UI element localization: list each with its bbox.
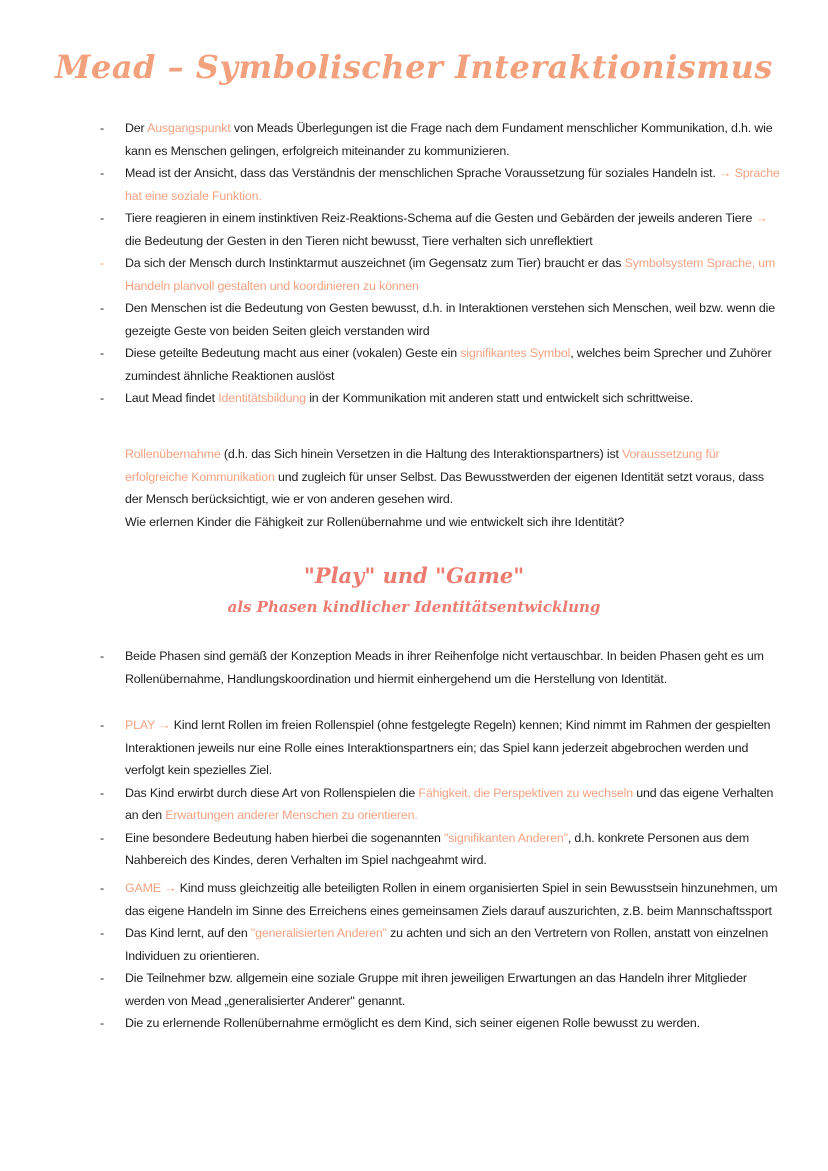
list-item: - Beide Phasen sind gemäß der Konzeption Meads in ihrer Reihenfolge nicht vertauschbar. In beiden Phasen geht es um Rollenübernahme, Handlungskoordination und hiermit einhergehend um die Herstellung von Identität. xyxy=(100,645,780,690)
highlight-text: Fähigkeit, die Perspektiven zu wechseln xyxy=(418,785,633,800)
phases-intro-list xyxy=(100,645,780,690)
arrow-right-icon: → xyxy=(158,718,171,732)
bullet-dash: - xyxy=(100,346,104,360)
highlight-text: PLAY xyxy=(125,718,155,732)
bullet-dash: - xyxy=(100,649,104,663)
intro-bullet-list xyxy=(100,117,780,410)
list-item: - Diese geteilte Bedeutung macht aus einer (vokalen) Geste ein signifikantes Symbol, welches beim Sprecher und Zuhörer zumindest ähnliche Reaktionen auslöst xyxy=(100,342,780,387)
bullet-dash: - xyxy=(100,881,104,895)
question-text: Wie erlernen Kinder die Fähigkeit zur Rollenübernahme und wie entwickelt sich ihre Identität? xyxy=(125,514,625,529)
list-item: - Das Kind erwirbt durch diese Art von Rollenspielen die Fähigkeit, die Perspektiven zu wechseln und das eigene Verhalten an den Erwartungen anderer Menschen zu orientieren. xyxy=(100,782,780,827)
highlight-text: Voraussetzung für erfolgreiche Kommunikation xyxy=(125,447,720,484)
bullet-dash: - xyxy=(100,121,104,135)
bullet-dash: - xyxy=(100,166,104,180)
highlight-text: "signifikanten Anderen" xyxy=(444,830,568,845)
list-item: - Eine besondere Bedeutung haben hierbei die sogenannten "signifikanten Anderen", d.h. konkrete Personen aus dem Nahbereich des Kindes, deren Verhalten im Spiel nachgeahmt wird. xyxy=(100,827,780,872)
section-title: "Play" und "Game" xyxy=(303,563,525,588)
list-item: - Das Kind lernt, auf den "generalisierten Anderen" zu achten und sich an den Vertretern von Rollen, anstatt von einzelnen Individuen zu orientieren. xyxy=(100,922,780,967)
list-item: - Die zu erlernende Rollenübernahme ermöglicht es dem Kind, sich seiner eigenen Rolle bewusst zu werden. xyxy=(100,1012,780,1035)
bullet-dash: - xyxy=(100,830,104,845)
bullet-dash: - xyxy=(100,391,104,405)
page-title: Mead – Symbolischer Interaktionismus xyxy=(55,48,773,86)
role-taking-paragraph xyxy=(100,443,780,533)
game-bullet-list xyxy=(100,877,780,1035)
highlight-text: Rollenübernahme xyxy=(125,447,221,461)
paragraph-text: Rollenübernahme (d.h. das Sich hinein Versetzen in die Haltung des Interaktionspartners) ist Voraussetzung für erfolgreiche Kommunikation und zugleich für unser Selbst. Das Bewusstwerden der eigenen Identität setzt voraus, dass der Mensch berücksichtigt, wie er von anderen gesehen wird. xyxy=(125,447,764,506)
list-item: - Der Ausgangspunkt von Meads Überlegungen ist die Frage nach dem Fundament menschlicher Kommunikation, d.h. wie kann es Menschen gelingen, erfolgreich miteinander zu kommunizieren. xyxy=(100,117,780,162)
play-bullet-list xyxy=(100,714,780,872)
list-item: - Mead ist der Ansicht, dass das Verständnis der menschlichen Sprache Voraussetzung für soziales Handeln ist. → Sprache hat eine soziale Funktion. xyxy=(100,162,780,207)
highlight-text: Symbolsystem Sprache, um Handeln planvoll gestalten und koordinieren zu können xyxy=(125,256,776,293)
bullet-dash: - xyxy=(100,926,104,940)
list-item: - Tiere reagieren in einem instinktiven Reiz-Reaktions-Schema auf die Gesten und Gebärden der jeweils anderen Tiere → die Bedeutung der Gesten in den Tieren nicht bewusst, Tiere verhalten sich unreflektiert xyxy=(100,207,780,252)
section-subtitle: als Phasen kindlicher Identitätsentwicklung xyxy=(227,598,601,616)
arrow-right-icon: → xyxy=(164,881,177,895)
list-item: - Da sich der Mensch durch Instinktarmut auszeichnet (im Gegensatz zum Tier) braucht er das Symbolsystem Sprache, um Handeln planvoll gestalten und koordinieren zu können xyxy=(100,252,780,297)
arrow-right-icon: → xyxy=(755,211,768,225)
list-item: - Laut Mead findet Identitätsbildung in der Kommunikation mit anderen statt und entwickelt sich schrittweise. xyxy=(100,387,780,410)
bullet-dash: - xyxy=(100,1016,104,1030)
highlight-text: Ausgangspunkt xyxy=(147,121,231,135)
list-item: - PLAY → Kind lernt Rollen im freien Rollenspiel (ohne festgelegte Regeln) kennen; Kind nimmt im Rahmen der gespielten Interaktionen jeweils nur eine Rolle eines Interaktionspartners ein; das Spiel kann jederzeit abgebrochen werden und verfolgt kein spezielles Ziel. xyxy=(100,714,780,782)
highlight-text: Erwartungen anderer Menschen zu orientieren. xyxy=(165,808,418,822)
highlight-text: Sprache hat eine soziale Funktion. xyxy=(125,166,780,203)
bullet-dash: - xyxy=(100,301,104,315)
list-item: - Die Teilnehmer bzw. allgemein eine soziale Gruppe mit ihren jeweiligen Erwartungen an das Handeln ihrer Mitglieder werden von Mead „generalisierter Anderer" genannt. xyxy=(100,967,780,1012)
bullet-dash: - xyxy=(100,256,104,270)
highlight-text: "generalisierten Anderen" xyxy=(250,926,387,940)
bullet-dash: - xyxy=(100,971,104,985)
arrow-right-icon: → xyxy=(719,166,732,180)
highlight-text: GAME xyxy=(125,881,161,895)
bullet-dash: - xyxy=(100,211,104,225)
bullet-dash: - xyxy=(100,718,104,732)
highlight-text: Identitätsbildung xyxy=(218,391,306,405)
list-item: - GAME → Kind muss gleichzeitig alle beteiligten Rollen in einem organisierten Spiel in sein Bewusstsein hinzunehmen, um das eigene Handeln im Sinne des Erreichens eines gemeinsamen Ziels darauf auszurichten, z.B. beim Mannschaftssport xyxy=(100,877,780,922)
bullet-dash: - xyxy=(100,785,104,800)
highlight-text: signifikantes Symbol xyxy=(460,346,571,360)
list-item: - Den Menschen ist die Bedeutung von Gesten bewusst, d.h. in Interaktionen verstehen sich Menschen, weil bzw. wenn die gezeigte Geste von beiden Seiten gleich verstanden wird xyxy=(100,297,780,342)
